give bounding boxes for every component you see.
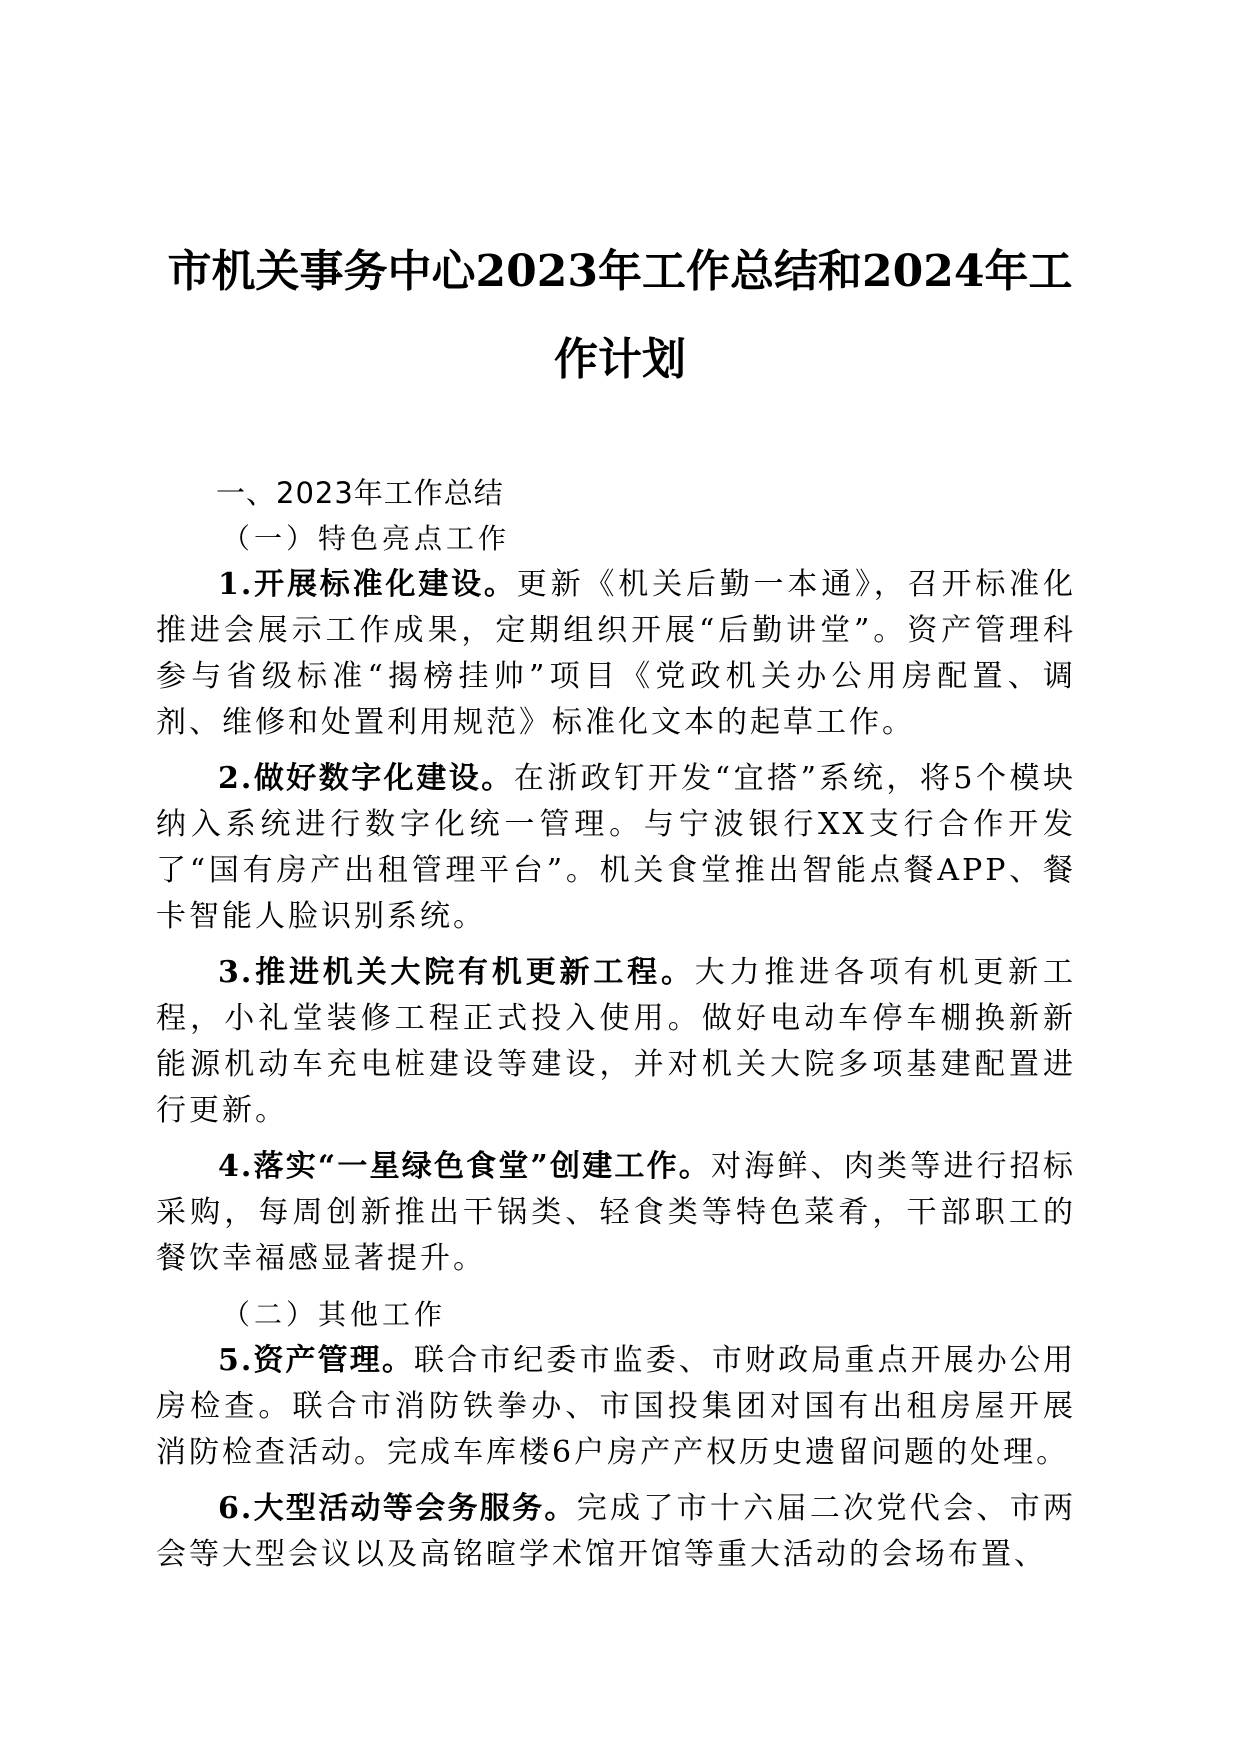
document-body: [156, 470, 1076, 1588]
work-item-body: 大力推进各项有机更新工程，小礼堂装修工程正式投入使用。做好电动车停车棚换新新能源机动车充电桩建设等建设，并对机关大院多项基建配置进行更新。: [156, 955, 1076, 1128]
work-item-paragraph: [156, 950, 1076, 1134]
work-item-body: 对海鲜、肉类等进行招标采购，每周创新推出干锅类、轻食类等特色菜肴，干部职工的餐饮幸福感显著提升。: [156, 1149, 1076, 1276]
work-item-lead: 5.资产管理。: [218, 1343, 414, 1378]
work-item-paragraph: [156, 1486, 1076, 1578]
subsection-heading-highlights: （一）特色亮点工作: [222, 522, 511, 555]
work-item-lead: 4.落实“一星绿色食堂”创建工作。: [218, 1149, 712, 1184]
section-heading: 一、2023年工作总结: [216, 476, 504, 510]
work-item-lead: 3.推进机关大院有机更新工程。: [218, 955, 695, 990]
work-item-paragraph: [156, 1144, 1076, 1282]
subsection-heading-other: （二）其他工作: [222, 1298, 447, 1331]
work-item-lead: 1.开展标准化建设。: [218, 567, 517, 602]
work-item-body: 在浙政钉开发“宜搭”系统，将5个模块纳入系统进行数字化统一管理。与宁波银行XX支行合作开发了“国有房产出租管理平台”。机关食堂推出智能点餐APP、餐卡智能人脸识别系统。: [156, 761, 1076, 934]
work-item-body: 联合市纪委市监委、市财政局重点开展办公用房检查。联合市消防铁拳办、市国投集团对国有出租房屋开展消防检查活动。完成车库楼6户房产产权历史遗留问题的处理。: [156, 1343, 1076, 1470]
document-title: 市机关事务中心2023年工作总结和2024年工作计划: [167, 246, 1073, 385]
work-item-body: 完成了市十六届二次党代会、市两会等大型会议以及高铭暄学术馆开馆等重大活动的会场布置、: [156, 1491, 1076, 1572]
work-item-paragraph: [156, 1338, 1076, 1476]
work-item-body: 更新《机关后勤一本通》，召开标准化推进会展示工作成果，定期组织开展“后勤讲堂”。资产管理科参与省级标准“揭榜挂帅”项目《党政机关办公用房配置、调剂、维修和处置利用规范》标准化文本的起草工作。: [156, 567, 1076, 740]
work-item-paragraph: [156, 562, 1076, 746]
work-item-paragraph: [156, 756, 1076, 940]
work-item-lead: 2.做好数字化建设。: [218, 761, 514, 796]
work-item-lead: 6.大型活动等会务服务。: [218, 1491, 577, 1526]
